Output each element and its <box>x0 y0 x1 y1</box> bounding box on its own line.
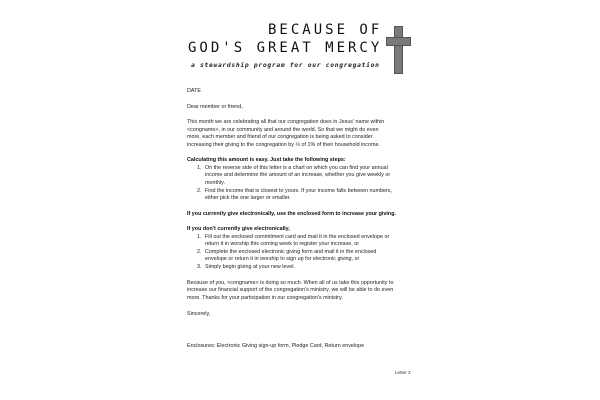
step-line: Simply begin giving at your new level. <box>205 264 295 270</box>
page-label: Letter 3 <box>395 370 411 375</box>
closing-line: Because of you, <congname> is doing so much. When all of us take this opportunity to <box>187 280 394 286</box>
salutation: Dear member or friend, <box>187 104 243 110</box>
step-line: Find the income that is closest to yours. If your income falls between numbers, <box>205 188 392 194</box>
step-line: income and determine the amount of an increase, whether you give weekly or <box>205 172 391 178</box>
step-line: return it in worship this coming week to register your increase, or <box>205 241 359 247</box>
intro-line: increasing their giving to the congregation by ½ of 1% of their household income. <box>187 142 380 148</box>
step-number: 3. <box>197 264 202 270</box>
step-line: monthly. <box>205 180 225 186</box>
enclosures: Enclosures: Electronic Giving sign-up form, Pledge Card, Return envelope <box>187 343 365 349</box>
step-line: Complete the enclosed electronic giving form and mail it in the enclosed <box>205 249 377 255</box>
step-line: Fill out the enclosed commitment card and mail it in the enclosed envelope or <box>205 234 390 240</box>
closing-line: increase our financial support of the congregation's ministry, we will be able to do even <box>187 287 394 293</box>
steps-heading: Calculating this amount is easy. Just take the following steps: <box>187 157 346 163</box>
step-number: 2. <box>197 249 202 255</box>
intro-line: <congname>, in our community and around the world. So that we might do even <box>187 127 379 133</box>
intro-line: more, each member and friend of our congregation is being asked to consider <box>187 134 373 140</box>
step-line: envelope or return it in worship to sign up for electronic giving, or <box>205 256 360 262</box>
tagline: a stewardship program for our congregation <box>191 62 380 69</box>
step-number: 2. <box>197 188 202 194</box>
step-line: either pick the one larger or smaller. <box>205 195 291 201</box>
title-line-2: GOD'S GREAT MERCY <box>188 40 383 56</box>
closing-line: more. Thanks for your participation in our congregation's ministry. <box>187 295 343 301</box>
date-line: DATE <box>187 88 201 94</box>
step-number: 1. <box>197 234 202 240</box>
non-electronic-heading: If you don't currently give electronically, <box>187 226 290 232</box>
step-line: On the reverse side of this letter is a chart on which you can find your annual <box>205 165 388 171</box>
intro-line: This month we are celebrating all that our congregation does in Jesus' name within <box>187 119 385 125</box>
step-number: 1. <box>197 165 202 171</box>
cross-icon <box>386 26 411 74</box>
sign-off: Sincerely, <box>187 311 211 317</box>
title-line-1: BECAUSE OF <box>268 22 383 38</box>
electronic-heading: If you currently give electronically, use the enclosed form to increase your giving. <box>187 211 396 217</box>
